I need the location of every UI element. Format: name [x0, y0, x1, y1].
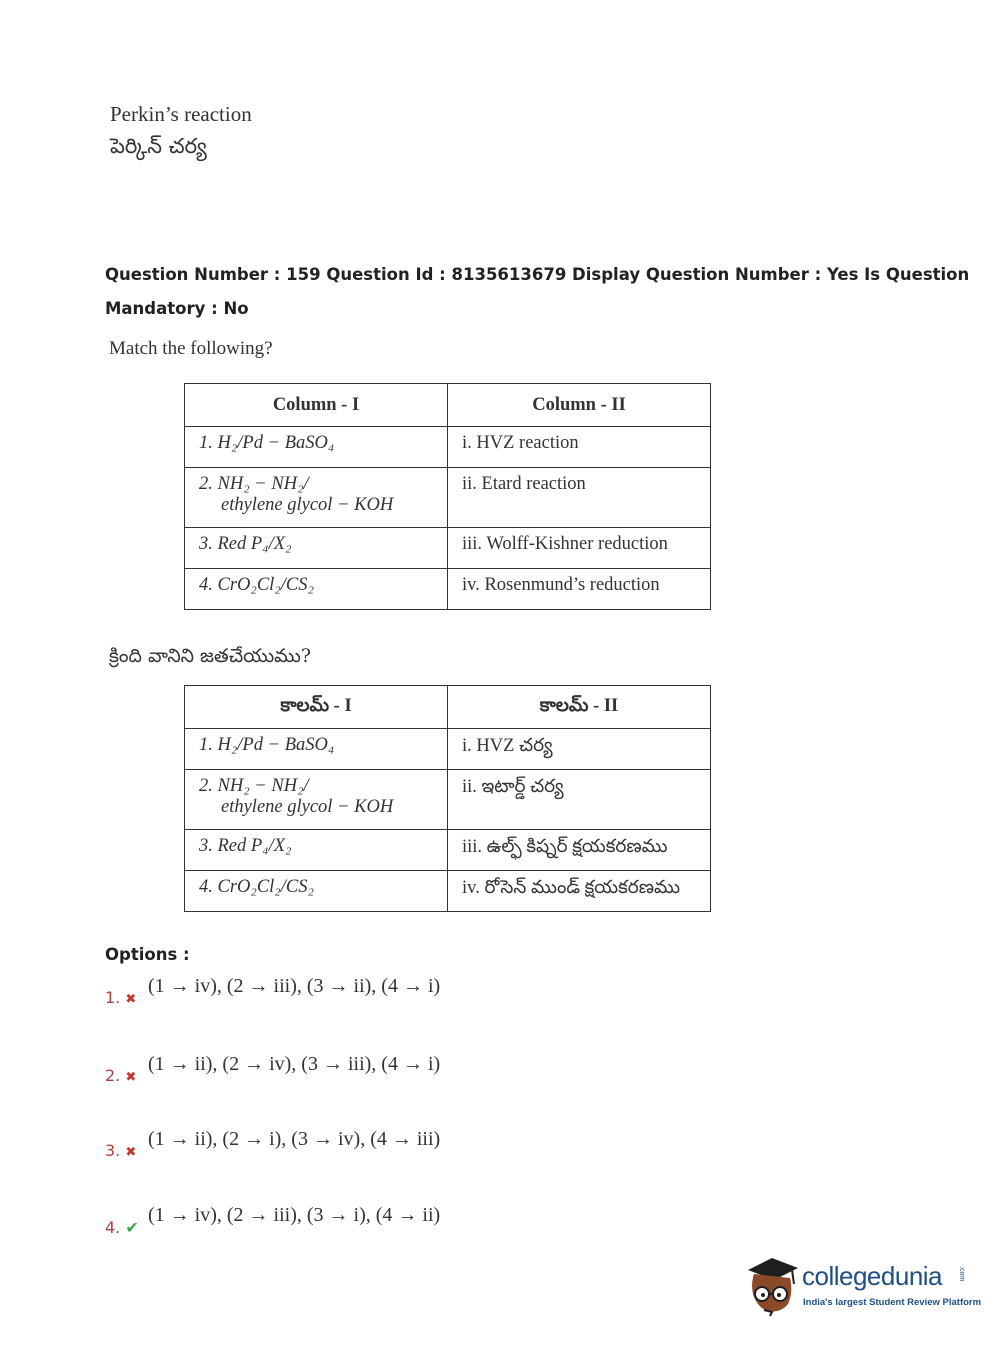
cross-icon: ✖	[125, 1145, 137, 1160]
previous-answer-english: Perkin’s reaction	[110, 102, 252, 126]
table-row	[185, 871, 711, 912]
question-meta-line1: Question Number : 159 Question Id : 8135613679 Display Question Number : Yes Is Question	[105, 265, 970, 284]
table-row	[185, 830, 711, 871]
collegedunia-mascot-icon	[742, 1250, 802, 1318]
left-item-continuation: ethylene glycol − KOH	[221, 797, 394, 817]
left-item	[185, 468, 448, 528]
left-item-text: 1. H₂/Pd − BaSO₄	[199, 735, 335, 755]
match-table-english	[184, 383, 711, 610]
left-item-text: 3. Red P₄/X₂	[199, 534, 292, 554]
right-item: iii. Wolff-Kishner reduction	[448, 528, 711, 569]
collegedunia-logo-suffix: .com	[958, 1266, 965, 1282]
left-item	[185, 770, 448, 830]
left-item-text: 4. CrO₂Cl₂/CS₂	[199, 877, 314, 897]
table-row	[185, 528, 711, 569]
collegedunia-logo-text[interactable]: collegedunia	[802, 1261, 943, 1291]
option-number-text: 3.	[105, 1141, 121, 1160]
left-item-text: 3. Red P₄/X₂	[199, 836, 292, 856]
left-item-text: 1. H₂/Pd − BaSO₄	[199, 433, 335, 453]
left-item-continuation: ethylene glycol − KOH	[221, 495, 394, 515]
left-item-text: 4. CrO₂Cl₂/CS₂	[199, 575, 314, 595]
option-number-text: 2.	[105, 1066, 121, 1085]
column-1-header: Column - I	[185, 384, 448, 427]
left-item	[185, 528, 448, 569]
left-item	[185, 569, 448, 610]
left-item-text: 2. NH₂ − NH₂/	[199, 474, 309, 494]
left-item	[185, 830, 448, 871]
left-item	[185, 427, 448, 468]
collegedunia-tagline: India's largest Student Review Platform	[803, 1297, 982, 1308]
right-item: iv. Rosenmund’s reduction	[448, 569, 711, 610]
right-item: ii. ఇటార్డ్ చర్య	[448, 770, 711, 830]
right-item: iv. రోసెన్ ముండ్ క్షయకరణము	[448, 871, 711, 912]
option-1-text[interactable]: (1 → iv), (2 → iii), (3 → ii), (4 → i)	[148, 975, 441, 997]
question-stem-english: Match the following?	[109, 338, 273, 359]
table-row	[185, 427, 711, 468]
option-2-text[interactable]: (1 → ii), (2 → iv), (3 → iii), (4 → i)	[148, 1053, 441, 1075]
column-2-header: కాలమ్ - II	[448, 686, 711, 729]
question-meta-line2: Mandatory : No	[105, 299, 249, 318]
table-header-row	[185, 686, 711, 729]
table-row	[185, 729, 711, 770]
table-row	[185, 569, 711, 610]
cross-icon: ✖	[125, 992, 137, 1007]
option-4-text[interactable]: (1 → iv), (2 → iii), (3 → i), (4 → ii)	[148, 1204, 441, 1226]
left-item-text: 2. NH₂ − NH₂/	[199, 776, 309, 796]
column-2-header: Column - II	[448, 384, 711, 427]
left-item	[185, 871, 448, 912]
option-number-text: 1.	[105, 988, 121, 1007]
option-4-number	[105, 1218, 139, 1237]
check-icon: ✔	[125, 1218, 139, 1237]
table-row	[185, 770, 711, 830]
right-item: iii. ఉల్ఫ్ కిష్నర్ క్షయకరణము	[448, 830, 711, 871]
table-row	[185, 468, 711, 528]
option-3-text[interactable]: (1 → ii), (2 → i), (3 → iv), (4 → iii)	[148, 1128, 441, 1150]
cross-icon: ✖	[125, 1070, 137, 1085]
options-label: Options :	[105, 945, 190, 964]
option-3-number	[105, 1141, 136, 1160]
table-header-row	[185, 384, 711, 427]
right-item: i. HVZ reaction	[448, 427, 711, 468]
right-item: ii. Etard reaction	[448, 468, 711, 528]
column-1-header: కాలమ్ - I	[185, 686, 448, 729]
previous-answer-telugu: పెర్కిన్ చర్య	[110, 134, 207, 158]
option-number-text: 4.	[105, 1218, 121, 1237]
match-table-telugu	[184, 685, 711, 912]
option-2-number	[105, 1066, 136, 1085]
option-1-number	[105, 988, 136, 1007]
question-stem-telugu: క్రింది వానిని జతచేయుము?	[109, 645, 312, 667]
right-item: i. HVZ చర్య	[448, 729, 711, 770]
left-item	[185, 729, 448, 770]
